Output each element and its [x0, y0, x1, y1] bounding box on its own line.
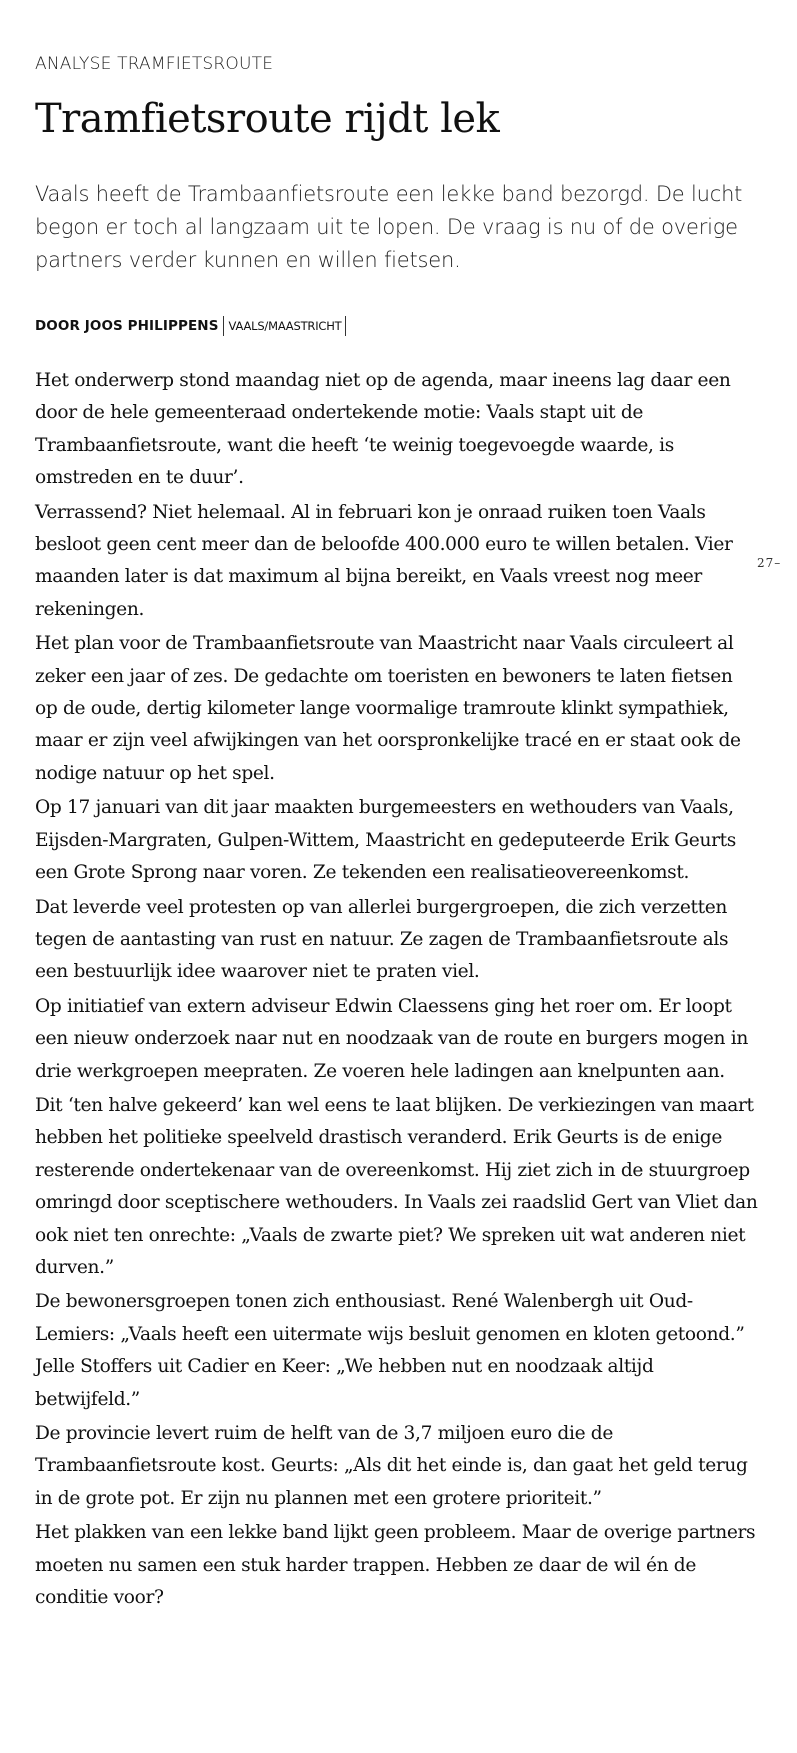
body-paragraph: Dit ‘ten halve gekeerd’ kan wel eens te laat blijken. De verkiezingen van maart hebben het politieke speelveld drastisch veranderd. Erik Geurts is de enige resterende ondertekenaar van de overeenkomst. Hij ziet zich in de stuurgroep omringd door sceptischere wethouders. In Vaals zei raadslid Gert van Vliet dan ook niet ten onrechte: „Vaals de zwarte piet? We spreken uit wat anderen niet durven.” [35, 1094, 758, 1278]
body-paragraph: Op 17 januari van dit jaar maakten burgemeesters en wethouders van Vaals, Eijsden-Margraten, Gulpen-Wittem, Maastricht en gedeputeerde Erik Geurts een Grote Sprong naar voren. Ze tekenden een realisatieovereenkomst. [35, 797, 736, 884]
body-paragraph: Verrassend? Niet helemaal. Al in februari kon je onraad ruiken toen Vaals besloot geen cent meer dan de beloofde 400.000 euro te willen betalen. Vier maanden later is dat maximum al bijna bereikt, en Vaals vreest nog meer rekeningen. [35, 501, 733, 620]
byline-place: VAALS/MAASTRICHT [228, 319, 342, 333]
byline-divider [223, 316, 224, 336]
body-paragraph: Het onderwerp stond maandag niet op de agenda, maar ineens lag daar een door de hele gemeenteraad ondertekende motie: Vaals stapt uit de Trambaanfietsroute, want die heeft ‘te weinig toegevoegde waarde, is omstreden en te duur’. [35, 370, 731, 489]
page-marker: 27– [757, 556, 782, 570]
byline-divider [345, 316, 346, 336]
body-paragraph: Het plakken van een lekke band lijkt geen probleem. Maar de overige partners moeten nu samen een stuk harder trappen. Hebben ze daar de wil én de conditie voor? [35, 1522, 756, 1609]
article-headline: Tramfietsroute rijdt lek [35, 96, 500, 142]
article-intro: Vaals heeft de Trambaanfietsroute een lekke band bezorgd. De lucht begon er toch al langzaam uit te lopen. De vraag is nu of de overige partners verder kunnen en willen fietsen. [35, 182, 743, 272]
body-paragraph: De provincie levert ruim de helft van de 3,7 miljoen euro die de Trambaanfietsroute kost. Geurts: „Als dit het einde is, dan gaat het geld terug in de grote pot. Er zijn nu plannen met een grotere prioriteit.” [35, 1423, 748, 1509]
article-body [35, 365, 760, 1614]
body-paragraph: Het plan voor de Trambaanfietsroute van Maastricht naar Vaals circuleert al zeker een jaar of zes. De gedachte om toeristen en bewoners te laten fietsen op de oude, dertig kilometer lange voormalige tramroute klinkt sympathiek, maar er zijn veel afwijkingen van het oorspronkelijke tracé en er staat ook de nodige natuur op het spel. [35, 633, 741, 784]
body-paragraph: Dat leverde veel protesten op van allerlei burgergroepen, die zich verzetten tegen de aantasting van rust en natuur. Ze zagen de Trambaanfietsroute als een bestuurlijk idee waarover niet te praten viel. [35, 896, 729, 983]
section-kicker: ANALYSE TRAMFIETSROUTE [35, 54, 274, 74]
body-paragraph: De bewonersgroepen tonen zich enthousiast. René Walenbergh uit Oud-Lemiers: „Vaals heeft een uitermate wijs besluit genomen en kloten getoond.” Jelle Stoffers uit Cadier en Keer: „We hebben nut en noodzaak altijd betwijfeld.” [35, 1291, 745, 1410]
body-paragraph: Op initiatief van extern adviseur Edwin Claessens ging het roer om. Er loopt een nieuw onderzoek naar nut en noodzaak van de route en burgers mogen in drie werkgroepen meepraten. Ze voeren hele ladingen aan knelpunten aan. [35, 995, 748, 1082]
article [35, 52, 760, 1616]
byline [35, 315, 760, 337]
byline-author: DOOR JOOS PHILIPPENS [35, 318, 219, 334]
